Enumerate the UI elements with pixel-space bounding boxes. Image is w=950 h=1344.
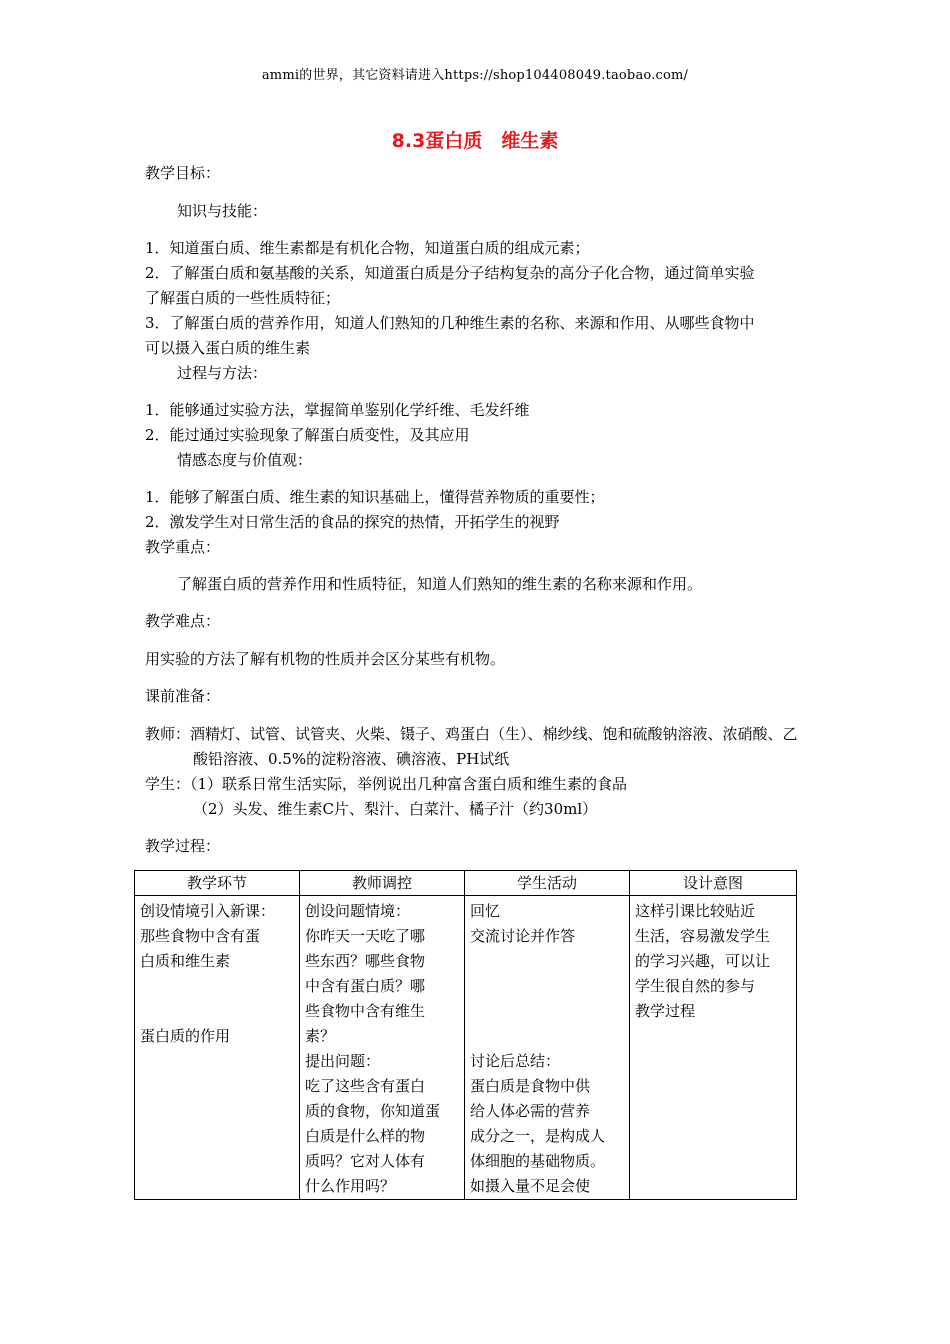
cell-text: 交流讨论并作答 <box>470 927 576 945</box>
prep-student-line: （2）头发、维生素C片、梨汁、白菜汁、橘子汁（约30ml） <box>193 800 598 818</box>
cell-text: 白质和维生素 <box>140 952 231 970</box>
cell-text: 的学习兴趣，可以让 <box>635 952 771 970</box>
prep-student-line: 学生：（1）联系日常生活实际，举例说出几种富含蛋白质和维生素的食品 <box>145 775 628 793</box>
cell-text: 生活，容易激发学生 <box>635 927 771 945</box>
page-header: ammi的世界，其它资料请进入https://shop104408049.taobao.com/ <box>261 68 689 83</box>
prep-heading: 课前准备： <box>145 687 221 705</box>
cell-text: 你昨天一天吃了哪 <box>305 927 426 945</box>
cell-text: 提出问题： <box>305 1052 381 1070</box>
cell-text: 学生很自然的参与 <box>635 977 756 995</box>
process-table-heading: 教学过程： <box>145 837 221 855</box>
cell-text: 体细胞的基础物质。 <box>470 1152 606 1170</box>
cell-text: 些食物中含有维生 <box>305 1002 426 1020</box>
cell-text: 创设问题情境： <box>305 902 411 920</box>
cell-text: 这样引课比较贴近 <box>635 902 756 920</box>
cell-text: 质的食物，你知道蛋 <box>305 1102 441 1120</box>
cell-text: 给人体必需的营养 <box>470 1102 591 1120</box>
cell-text: 讨论后总结： <box>470 1052 561 1070</box>
table-row <box>135 896 797 1200</box>
prep-teacher-line: 酸铅溶液、0.5%的淀粉溶液、碘溶液、PH试纸 <box>193 750 510 768</box>
cell-text: 白质是什么样的物 <box>305 1127 426 1145</box>
header-cell: 学生活动 <box>465 871 630 896</box>
cell-text: 如摄入量不足会使 <box>470 1177 591 1195</box>
cell-text: 素？ <box>305 1027 336 1045</box>
attitude-heading: 情感态度与价值观： <box>177 451 313 469</box>
attitude-line: 1．能够了解蛋白质、维生素的知识基础上，懂得营养物质的重要性； <box>145 488 605 506</box>
objectives-heading: 教学目标： <box>145 164 221 182</box>
cell-text: 质吗？它对人体有 <box>305 1152 426 1170</box>
cell-text: 吃了这些含有蛋白 <box>305 1077 426 1095</box>
teaching-process-table <box>134 870 797 1200</box>
table-header-row <box>135 871 797 896</box>
knowledge-heading: 知识与技能： <box>177 202 268 220</box>
knowledge-line: 3．了解蛋白质的营养作用，知道人们熟知的几种维生素的名称、来源和作用、从哪些食物中 <box>145 314 755 332</box>
header-cell: 教师调控 <box>300 871 465 896</box>
student-activity-cell <box>465 896 630 1200</box>
key-text: 了解蛋白质的营养作用和性质特征，知道人们熟知的维生素的名称来源和作用。 <box>177 575 703 593</box>
cell-text: 蛋白质是食物中供 <box>470 1077 591 1095</box>
cell-text: 创设情境引入新课： <box>140 902 276 920</box>
knowledge-line: 了解蛋白质的一些性质特征； <box>145 289 341 307</box>
process-line: 2．能过通过实验现象了解蛋白质变性，及其应用 <box>145 426 470 444</box>
cell-text: 成分之一，是构成人 <box>470 1127 606 1145</box>
knowledge-line: 2．了解蛋白质和氨基酸的关系，知道蛋白质是分子结构复杂的高分子化合物，通过简单实验 <box>145 264 755 282</box>
process-line: 1．能够通过实验方法，掌握简单鉴别化学纤维、毛发纤维 <box>145 401 530 419</box>
attitude-line: 2．激发学生对日常生活的食品的探究的热情，开拓学生的视野 <box>145 513 560 531</box>
knowledge-line: 可以摄入蛋白质的维生素 <box>145 339 311 357</box>
cell-text: 那些食物中含有蛋 <box>140 927 261 945</box>
cell-text: 中含有蛋白质？哪 <box>305 977 426 995</box>
header-cell: 设计意图 <box>630 871 797 896</box>
prep-teacher-line: 教师：酒精灯、试管、试管夹、火柴、镊子、鸡蛋白（生）、棉纱线、饱和硫酸钠溶液、浓硝酸、乙 <box>145 725 798 743</box>
page-title: 8.3蛋白质 维生素 <box>391 130 559 152</box>
knowledge-line: 1．知道蛋白质、维生素都是有机化合物，知道蛋白质的组成元素； <box>145 239 590 257</box>
difficulty-heading: 教学难点： <box>145 612 221 630</box>
difficulty-text: 用实验的方法了解有机物的性质并会区分某些有机物。 <box>145 650 506 668</box>
cell-text: 蛋白质的作用 <box>140 1027 231 1045</box>
header-cell: 教学环节 <box>135 871 300 896</box>
design-intent-cell <box>630 896 797 1200</box>
cell-text: 教学过程 <box>635 1002 696 1020</box>
cell-text: 什么作用吗？ <box>305 1177 396 1195</box>
key-heading: 教学重点： <box>145 538 221 556</box>
cell-text: 回忆 <box>470 902 501 920</box>
process-heading: 过程与方法： <box>177 364 268 382</box>
teaching-stage-cell <box>135 896 300 1200</box>
cell-text: 些东西？哪些食物 <box>305 952 426 970</box>
teacher-control-cell <box>300 896 465 1200</box>
